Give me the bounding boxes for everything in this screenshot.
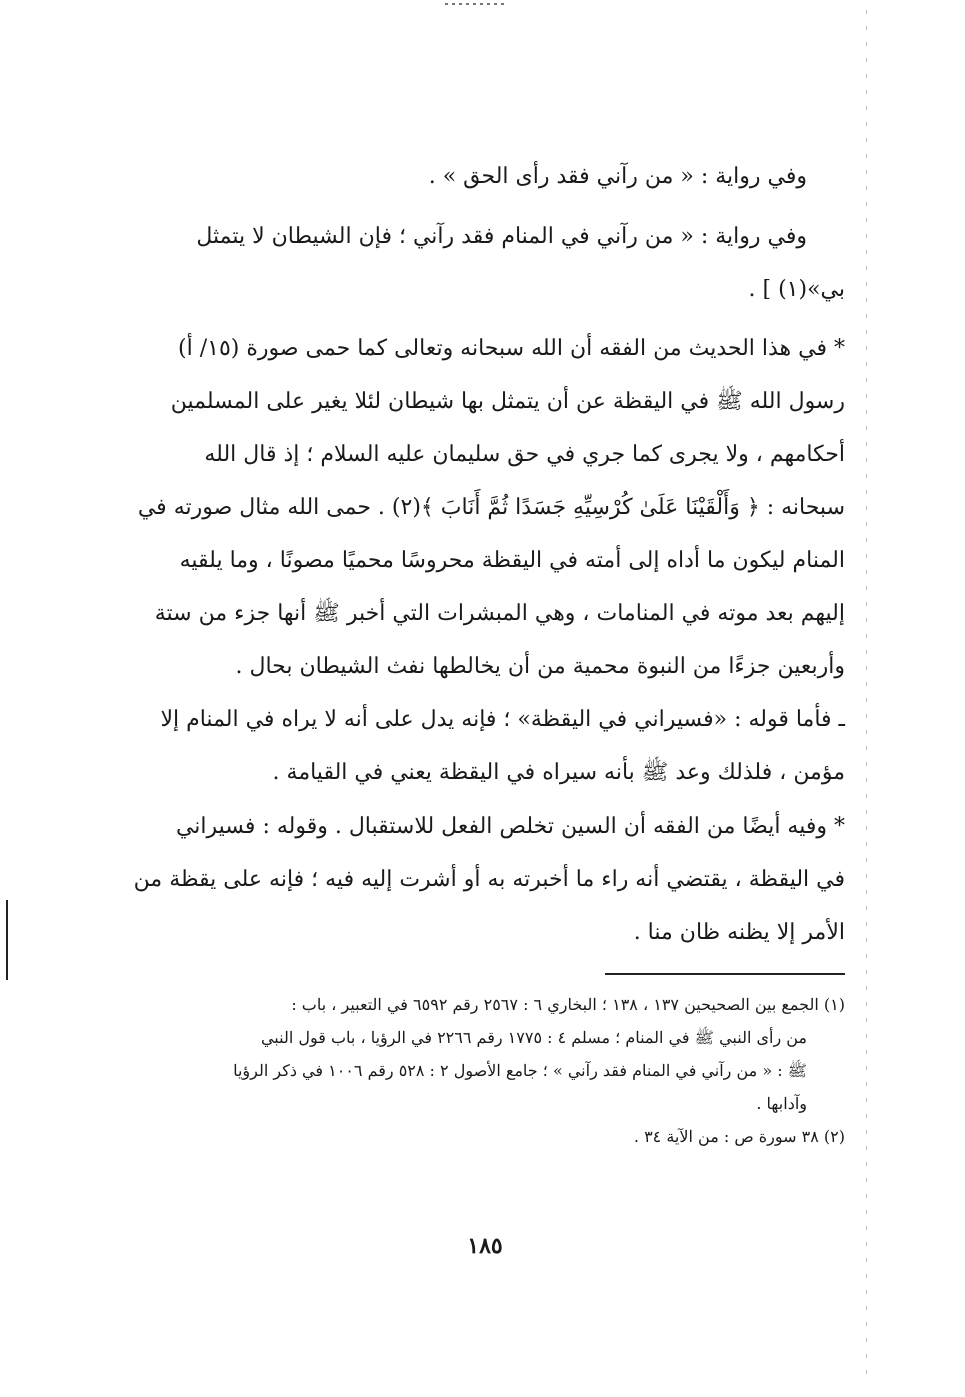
scan-artifact-left xyxy=(6,900,8,980)
text-line: مؤمن ، فلذلك وعد ﷺ بأنه سيراه في اليقظة يعني في القيامة . xyxy=(272,760,845,785)
text-line: وأربعين جزءًا من النبوة محمية من أن يخالطها نفث الشيطان بحال . xyxy=(235,654,845,679)
scan-artifact-right xyxy=(866,10,867,1380)
paragraph-fiqh-commentary xyxy=(137,322,845,693)
footnotes xyxy=(140,988,845,1153)
footnote-line: (٢) ٣٨ سورة ص : من الآية ٣٤ . xyxy=(633,1127,845,1146)
footnote-line: ﷺ : « من رآني في المنام فقد رآني » ؛ جامع الأصول ٢ : ٥٢٨ رقم ١٠٠٦ في ذكر الرؤيا xyxy=(233,1061,807,1080)
paragraph-commentary-wakefulness xyxy=(140,693,845,799)
paragraph-narration-1 xyxy=(140,150,845,203)
text-line: وفي رواية : « من رآني في المنام فقد رآني ؛ فإن الشيطان لا يتمثل xyxy=(196,224,807,249)
text-line: بي»(١) ] . xyxy=(748,277,845,302)
text-line: المنام ليكون ما أداه إلى أمته في اليقظة محروسًا محميًا مصونًا ، وما يلقيه xyxy=(179,548,845,573)
footnote-line: وآدابها . xyxy=(756,1094,807,1113)
footnote-line: (١) الجمع بين الصحيحين ١٣٧ ، ١٣٨ ؛ البخاري ٦ : ٢٥٦٧ رقم ٦٥٩٢ في التعبير ، باب : xyxy=(291,995,845,1014)
footnote-1 xyxy=(140,988,845,1120)
footnote-line: من رأى النبي ﷺ في المنام ؛ مسلم ٤ : ١٧٧٥ رقم ٢٢٦٦ في الرؤيا ، باب قول النبي xyxy=(260,1028,807,1047)
text-line: سبحانه : ﴿ وَأَلْقَيْنَا عَلَىٰ كُرْسِيِّهِ جَسَدًا ثُمَّ أَنَابَ ﴾(٢) . حمى الله مثال صورته في xyxy=(137,495,845,520)
text-line: في اليقظة ، يقتضي أنه راء ما أخبرته به أو أشرت إليه فيه ؛ فإنه على يقظة من xyxy=(133,867,845,892)
scan-artifact-top xyxy=(445,3,505,5)
text-line: وفي رواية : « من رآني فقد رأى الحق » . xyxy=(428,164,807,189)
page-number: ١٨٥ xyxy=(467,1233,503,1259)
text-line: إليهم بعد موته في المنامات ، وهي المبشرات التي أخبر ﷺ أنها جزء من ستة xyxy=(154,601,845,626)
text-line: ـ فأما قوله : «فسيراني في اليقظة» ؛ فإنه يدل على أنه لا يراه في المنام إلا xyxy=(160,707,845,732)
footnote-2 xyxy=(140,1120,845,1153)
text-line: الأمر إلا يظنه ظان منا . xyxy=(633,920,845,945)
text-line: رسول الله ﷺ في اليقظة عن أن يتمثل بها شيطان لئلا يغير على المسلمين xyxy=(170,389,845,414)
paragraph-commentary-future-tense xyxy=(133,800,845,959)
paragraph-narration-2 xyxy=(140,210,845,316)
text-line: * في هذا الحديث من الفقه أن الله سبحانه وتعالى كما حمى صورة (١٥/ أ) xyxy=(178,336,845,361)
footnote-divider xyxy=(605,973,845,975)
text-line: * وفيه أيضًا من الفقه أن السين تخلص الفعل للاستقبال . وقوله : فسيراني xyxy=(175,814,845,839)
text-line: أحكامهم ، ولا يجرى كما جري في حق سليمان عليه السلام ؛ إذ قال الله xyxy=(204,442,845,467)
